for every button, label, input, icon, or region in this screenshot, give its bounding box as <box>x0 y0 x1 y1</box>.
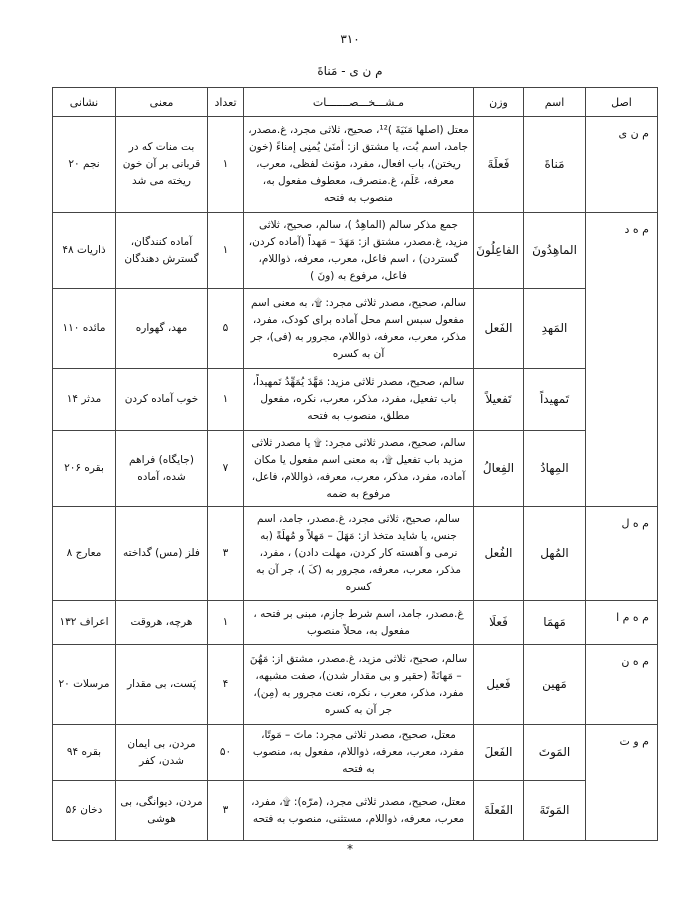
footer-asterisk: * <box>347 842 353 856</box>
count-cell: ۳ <box>208 781 244 841</box>
lexicon-table <box>52 87 658 841</box>
header-ref: نشانی <box>53 88 116 117</box>
header-desc: مـشـــخـــصـــــــات <box>244 88 474 117</box>
table-row <box>53 431 658 507</box>
meaning-cell: مردن، دیوانگی، بی هوشی <box>116 781 208 841</box>
wazn-cell: الفَعلَةَ <box>474 781 524 841</box>
meaning-cell: مردن، بی ایمان شدن، کفر <box>116 725 208 781</box>
meaning-cell: آماده کنندگان، گسترش دهندگان <box>116 213 208 289</box>
desc-cell: سالم، صحیح، مصدر ثلاثی مجرد: ۩، به معنی اسم مفعول سبس اسم محل آماده برای کودک، مفرد، مذکر، معرب، معرفه، ذواللام، مجرور به (فی)، جر آن به کسره <box>244 289 474 369</box>
header-root: اصل <box>586 88 658 117</box>
word-cell: المُهل <box>524 507 586 601</box>
meaning-cell: خوب آماده کردن <box>116 369 208 431</box>
desc-cell: جمع مذکر سالم (الماهِدُ )، سالم، صحیح، ثلاثی مزید، غ.مصدر، مشتق از: مَهَدَ – مَهداً (آماده کردن، گستردن) ، اسم فاعل، معرب، معرفه، ذواللام، فاعل، مرفوع به (ونَ ) <box>244 213 474 289</box>
root-cell: م و ت <box>586 725 658 841</box>
desc-cell: معتل، صحیح، مصدر ثلاثی مجرد: ماتَ – مَوتًا، مفرد، معرب، معرفه، ذواللام، مفعول به، منصوب به فتحه <box>244 725 474 781</box>
page-number: ۳۱۰ <box>340 32 360 46</box>
count-cell: ۱ <box>208 601 244 645</box>
desc-cell: غ.مصدر، جامد، اسم شرط جازم، مبنی بر فتحه ، مفعول به، محلاً منصوب <box>244 601 474 645</box>
header-count: تعداد <box>208 88 244 117</box>
ref-cell: بقره ۹۴ <box>53 725 116 781</box>
ref-cell: معارج ۸ <box>53 507 116 601</box>
word-cell: مَهمَا <box>524 601 586 645</box>
word-cell: الماهِدُونَ <box>524 213 586 289</box>
word-cell: المَهدِ <box>524 289 586 369</box>
count-cell: ۷ <box>208 431 244 507</box>
meaning-cell: هرچه، هروقت <box>116 601 208 645</box>
table-row <box>53 213 658 289</box>
wazn-cell: الفَعلَ <box>474 725 524 781</box>
count-cell: ۳ <box>208 507 244 601</box>
count-cell: ۴ <box>208 645 244 725</box>
wazn-cell: فَعلَا <box>474 601 524 645</box>
table-row <box>53 781 658 841</box>
word-cell: مَهین <box>524 645 586 725</box>
header-wazn: وزن <box>474 88 524 117</box>
ref-cell: دخان ۵۶ <box>53 781 116 841</box>
table-row <box>53 117 658 213</box>
desc-cell: سالم، صحیح، مصدر ثلاثی مجرد: ۩ یا مصدر ثلاثی مزید باب تفعیل ۩، به معنی اسم مفعول یا مکان آماده، مفرد، مذکر، معرب، معرفه، ذواللام، فاعل، مرفوع به ضمه <box>244 431 474 507</box>
wazn-cell: تَفعیلاً <box>474 369 524 431</box>
header-word: اسم <box>524 88 586 117</box>
desc-cell: سالم، صحیح، ثلاثی مجرد، غ.مصدر، جامد، اسم جنس، یا شاید متخذ از: مَهَلَ – مَهلاً و مُهلَةً (به نرمی و آهسته کار کردن، مهلت دادن) ، مفرد، مذکر، معرب، معرفه، مجرور به (کَ )، جر آن به کسره <box>244 507 474 601</box>
desc-cell: سالم، صحیح، مصدر ثلاثی مزید: مَهَّدَ يُمَهِّدُ تَمهیداً، باب تفعیل، مفرد، مذکر، معرب، نکره، مفعول مطلق، منصوب به فتحه <box>244 369 474 431</box>
word-cell: المَوتَةَ <box>524 781 586 841</box>
meaning-cell: فلز (مس) گداخته <box>116 507 208 601</box>
root-cell: م ه ل <box>586 507 658 601</box>
ref-cell: مدثر ۱۴ <box>53 369 116 431</box>
meaning-cell: بت منات که در قربانی بر آن خون ریخته می شد <box>116 117 208 213</box>
desc-cell: معتل (اصلها مَنَيَةَ )¹²، صحیح، ثلاثی مجرد، غ.مصدر، جامد، اسم بُت، یا مشتق از: أمنَیٰ يُمنِی إمناءً (خون ریختن)، باب افعال، مفرد، مؤنث لفظی، معرب، معرفه، عَلَم، غ.منصرف، معطوف مفعول به، منصوب به فتحه <box>244 117 474 213</box>
count-cell: ۵۰ <box>208 725 244 781</box>
root-cell: م ه د <box>586 213 658 507</box>
ref-cell: ذاریات ۴۸ <box>53 213 116 289</box>
ref-cell: مائده ۱۱۰ <box>53 289 116 369</box>
table-row <box>53 369 658 431</box>
desc-cell: معتل، صحیح، مصدر ثلاثی مجرد، (مرّه): ۩، مفرد، معرب، معرفه، ذواللام، مستثنی، منصوب به فتحه <box>244 781 474 841</box>
wazn-cell: فَعیل <box>474 645 524 725</box>
table-row <box>53 725 658 781</box>
table-header-row <box>53 88 658 117</box>
word-cell: مَناةَ <box>524 117 586 213</box>
count-cell: ۱ <box>208 117 244 213</box>
table-row <box>53 601 658 645</box>
table-row <box>53 289 658 369</box>
root-cell: م ه م ا <box>586 601 658 645</box>
wazn-cell: فَعلَةَ <box>474 117 524 213</box>
count-cell: ۵ <box>208 289 244 369</box>
desc-cell: سالم، صحیح، ثلاثی مزید، غ.مصدر، مشتق از: مَهُنَ – مَهانَةً (حقیر و بی مقدار شدن)، صفت مشبهه، مفرد، مذکر، معرب ، نکره، نعت مجرور به (مِن)، جر آن به کسره <box>244 645 474 725</box>
wazn-cell: الفُعل <box>474 507 524 601</box>
ref-cell: نجم ۲۰ <box>53 117 116 213</box>
wazn-cell: الفَعل <box>474 289 524 369</box>
ref-cell: بقره ۲۰۶ <box>53 431 116 507</box>
word-cell: تَمهیداً <box>524 369 586 431</box>
wazn-cell: الفِعالُ <box>474 431 524 507</box>
count-cell: ۱ <box>208 213 244 289</box>
ref-cell: مرسلات ۲۰ <box>53 645 116 725</box>
word-cell: المِهادُ <box>524 431 586 507</box>
page-heading: م ن ی - مَناةَ <box>317 64 383 78</box>
wazn-cell: الفاعِلُونَ <box>474 213 524 289</box>
word-cell: المَوتَ <box>524 725 586 781</box>
root-cell: م ن ی <box>586 117 658 213</box>
header-meaning: معنی <box>116 88 208 117</box>
meaning-cell: (جایگاه) فراهم شده، آماده <box>116 431 208 507</box>
ref-cell: اعراف ۱۳۲ <box>53 601 116 645</box>
count-cell: ۱ <box>208 369 244 431</box>
meaning-cell: پَست، بی مقدار <box>116 645 208 725</box>
root-cell: م ه ن <box>586 645 658 725</box>
table-row <box>53 645 658 725</box>
meaning-cell: مهد، گهواره <box>116 289 208 369</box>
table-row <box>53 507 658 601</box>
